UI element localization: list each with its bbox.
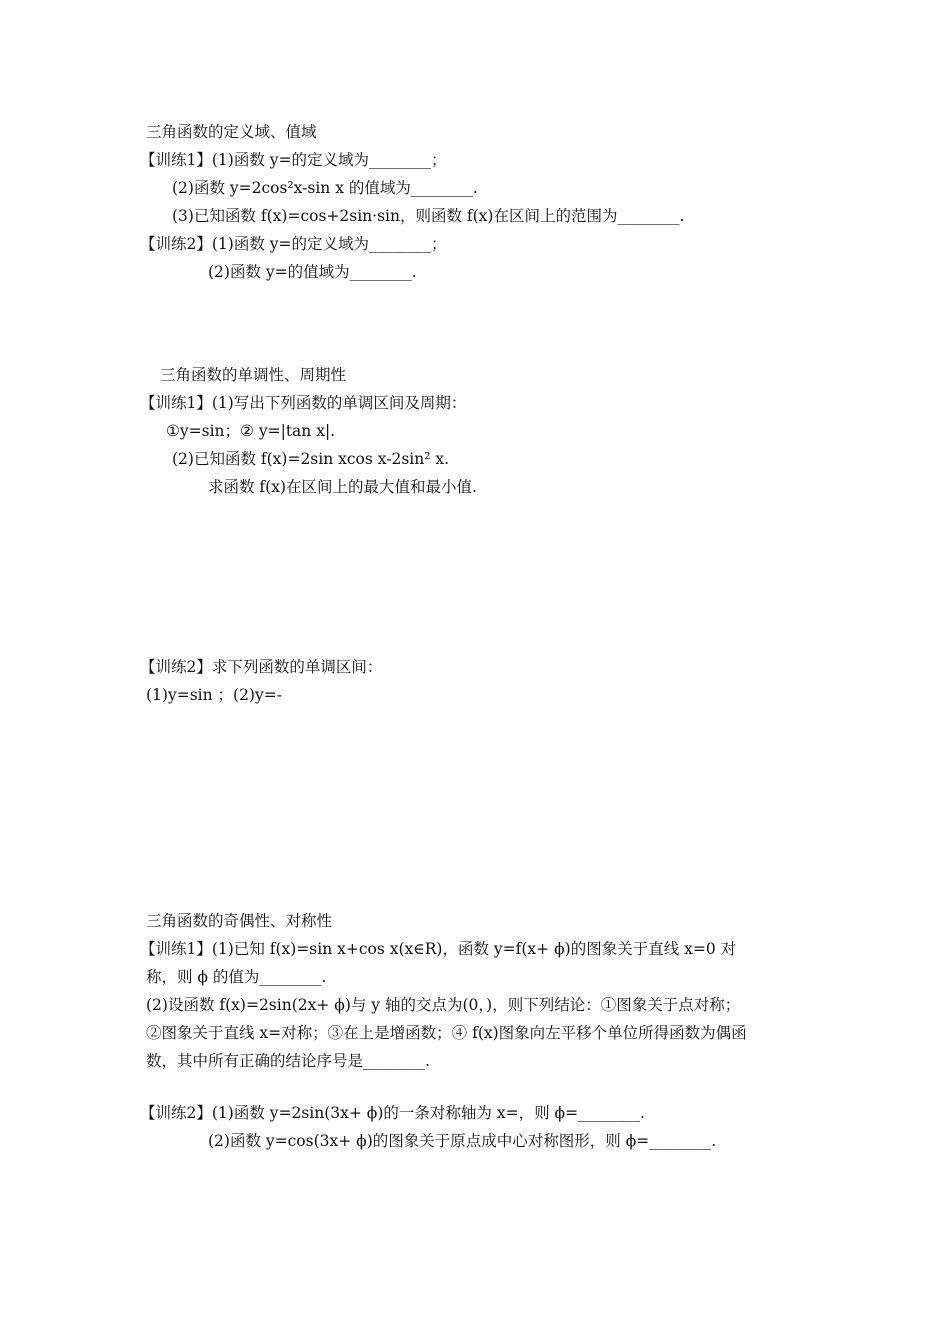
section-title: 三角函数的定义域、值域 [146,123,317,141]
exercise-line: (2)函数 y=cos(3x+ ϕ)的图象关于原点成中心对称图形，则 ϕ=________. [208,1132,717,1150]
exercise-line: 【训练2】(1)函数 y=2sin(3x+ ϕ)的一条对称轴为 x=，则 ϕ=________. [140,1104,645,1122]
exercise-line: 数，其中所有正确的结论序号是________. [146,1052,430,1070]
exercise-line: 求函数 f(x)在区间上的最大值和最小值. [208,478,477,496]
exercise-line: (2)函数 y=的值域为________. [208,263,417,281]
exercise-line: 【训练1】(1)函数 y=的定义域为________； [140,151,447,169]
exercise-line: (2)函数 y=2cos²x-sin x 的值域为________. [172,179,478,197]
exercise-line: ②图象关于直线 x=对称；③在上是增函数；④ f(x)图象向左平移个单位所得函数为偶函 [146,1024,747,1042]
exercise-line: 【训练2】求下列函数的单调区间： [140,658,383,676]
exercise-line: 【训练1】(1)写出下列函数的单调区间及周期： [140,394,467,412]
exercise-line: 【训练2】(1)函数 y=的定义域为________； [140,235,447,253]
exercise-line: ①y=sin；② y=|tan x|. [166,422,336,440]
exercise-line: (3)已知函数 f(x)=cos+2sin·sin，则函数 f(x)在区间上的范围为________. [172,207,685,225]
exercise-line: 【训练1】(1)已知 f(x)=sin x+cos x(x∈R)，函数 y=f(x+ ϕ)的图象关于直线 x=0 对 [140,940,737,958]
exercise-line: 称，则 ϕ 的值为________. [146,968,327,986]
section-title: 三角函数的单调性、周期性 [160,366,347,384]
exercise-line: (2)设函数 f(x)=2sin(2x+ ϕ)与 y 轴的交点为(0，)，则下列结论：①图象关于点对称； [146,996,741,1014]
exercise-line: (2)已知函数 f(x)=2sin xcos x-2sin² x. [172,450,450,468]
section-title: 三角函数的奇偶性、对称性 [146,912,333,930]
exercise-line: (1)y=sin ；(2)y=- [146,686,282,704]
